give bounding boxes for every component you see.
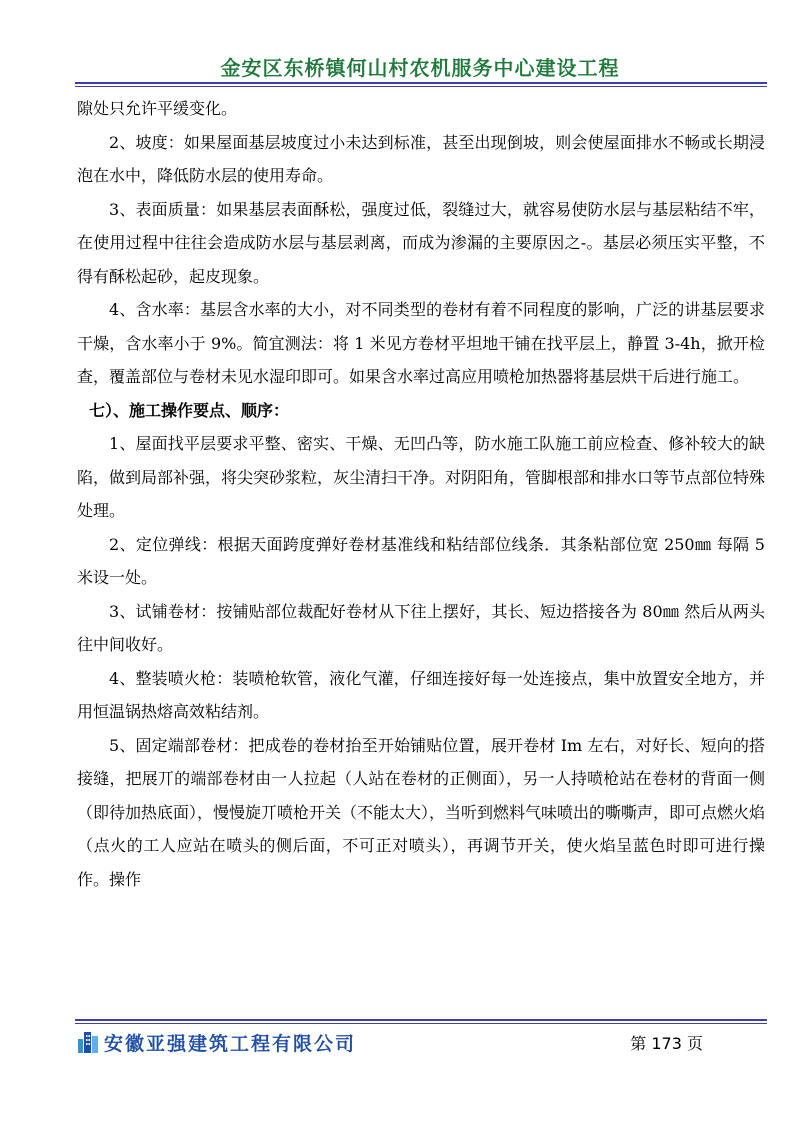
section-heading: 七）、施工操作要点、顺序： xyxy=(89,400,290,420)
page-footer xyxy=(77,1027,765,1057)
header-rule-thin xyxy=(75,86,767,87)
step-3: 3、试铺卷材：按铺贴部位裁配好卷材从下往上摆好，其长、短边搭接各为 80㎜ 然后从两头往中间收好。 xyxy=(77,601,765,654)
company-name: 安徽亚强建筑工程有限公司 xyxy=(104,1033,357,1055)
step-1: 1、屋面找平层要求平整、密实、干燥、无凹凸等，防水施工队施工前应检查、修补较大的缺陷，做到局部补强，将尖突砂浆粒，灰尘清扫干净。对阴阳角，管脚根部和排水口等节点部位特殊处理。 xyxy=(77,434,766,520)
paragraph-continuation: 隙处只允许平缓变化。 xyxy=(77,99,238,118)
paragraph-surface-quality: 3、表面质量：如果基层表面酥松，强度过低，裂缝过大，就容易使防水层与基层粘结不牢，在使用过程中往往会造成防水层与基层剥离，而成为渗漏的主要原因之-。基层必须压实平整，不得有酥松起砂，起皮现象。 xyxy=(77,199,765,286)
page-number: 第 173 页 xyxy=(630,1034,703,1053)
header-title: 金安区东桥镇何山村农机服务中心建设工程 xyxy=(220,56,620,80)
paragraph-slope: 2、坡度：如果屋面基层坡度过小未达到标准，甚至出现倒坡，则会使屋面排水不畅或长期浸泡在水中，降低防水层的使用寿命。 xyxy=(77,132,765,185)
document-body xyxy=(77,92,765,896)
paragraph-moisture: 4、含水率：基层含水率的大小，对不同类型的卷材有着不同程度的影响，广泛的讲基层要求干燥，含水率小于 9%。简宜测法：将 1 米见方卷材平坦地干铺在找平层上，静置 3-4h，掀开检查，覆盖部位与卷材未见水湿印即可。如果含水率过高应用喷枪加热器将基层烘干后进行施工。 xyxy=(77,300,765,386)
step-2: 2、定位弹线：根据天面跨度弹好卷材基准线和粘结部位线条．其条粘部位宽 250㎜ 每隔 5 米设一处。 xyxy=(77,534,765,587)
footer-rule-thick xyxy=(75,1019,767,1021)
footer-rule-thin xyxy=(75,1023,767,1024)
step-5: 5、固定端部卷材：把成卷的卷材抬至开始铺贴位置，展开卷材 Im 左右，对好长、短向的搭接缝，把展丌的端部卷材由一人拉起（人站在卷材的正侧面），另一人持喷枪站在卷材的背面一侧（即待加热底面），慢慢旋丌喷枪开关（不能太大），当听到燃料气味喷出的嘶嘶声，即可点燃火焰（点火的工人应站在喷头的侧后面，不可正对喷头），再调节开关，使火焰呈蓝色时即可进行操作。操作 xyxy=(77,735,766,889)
header-rule-thick xyxy=(75,82,767,84)
page-header xyxy=(75,52,765,81)
step-4: 4、整装喷火枪：装喷枪软管，液化气灌，仔细连接好每一处连接点，集中放置安全地方，并用恒温锅热熔高效粘结剂。 xyxy=(77,668,765,721)
building-logo-icon xyxy=(77,1029,99,1053)
